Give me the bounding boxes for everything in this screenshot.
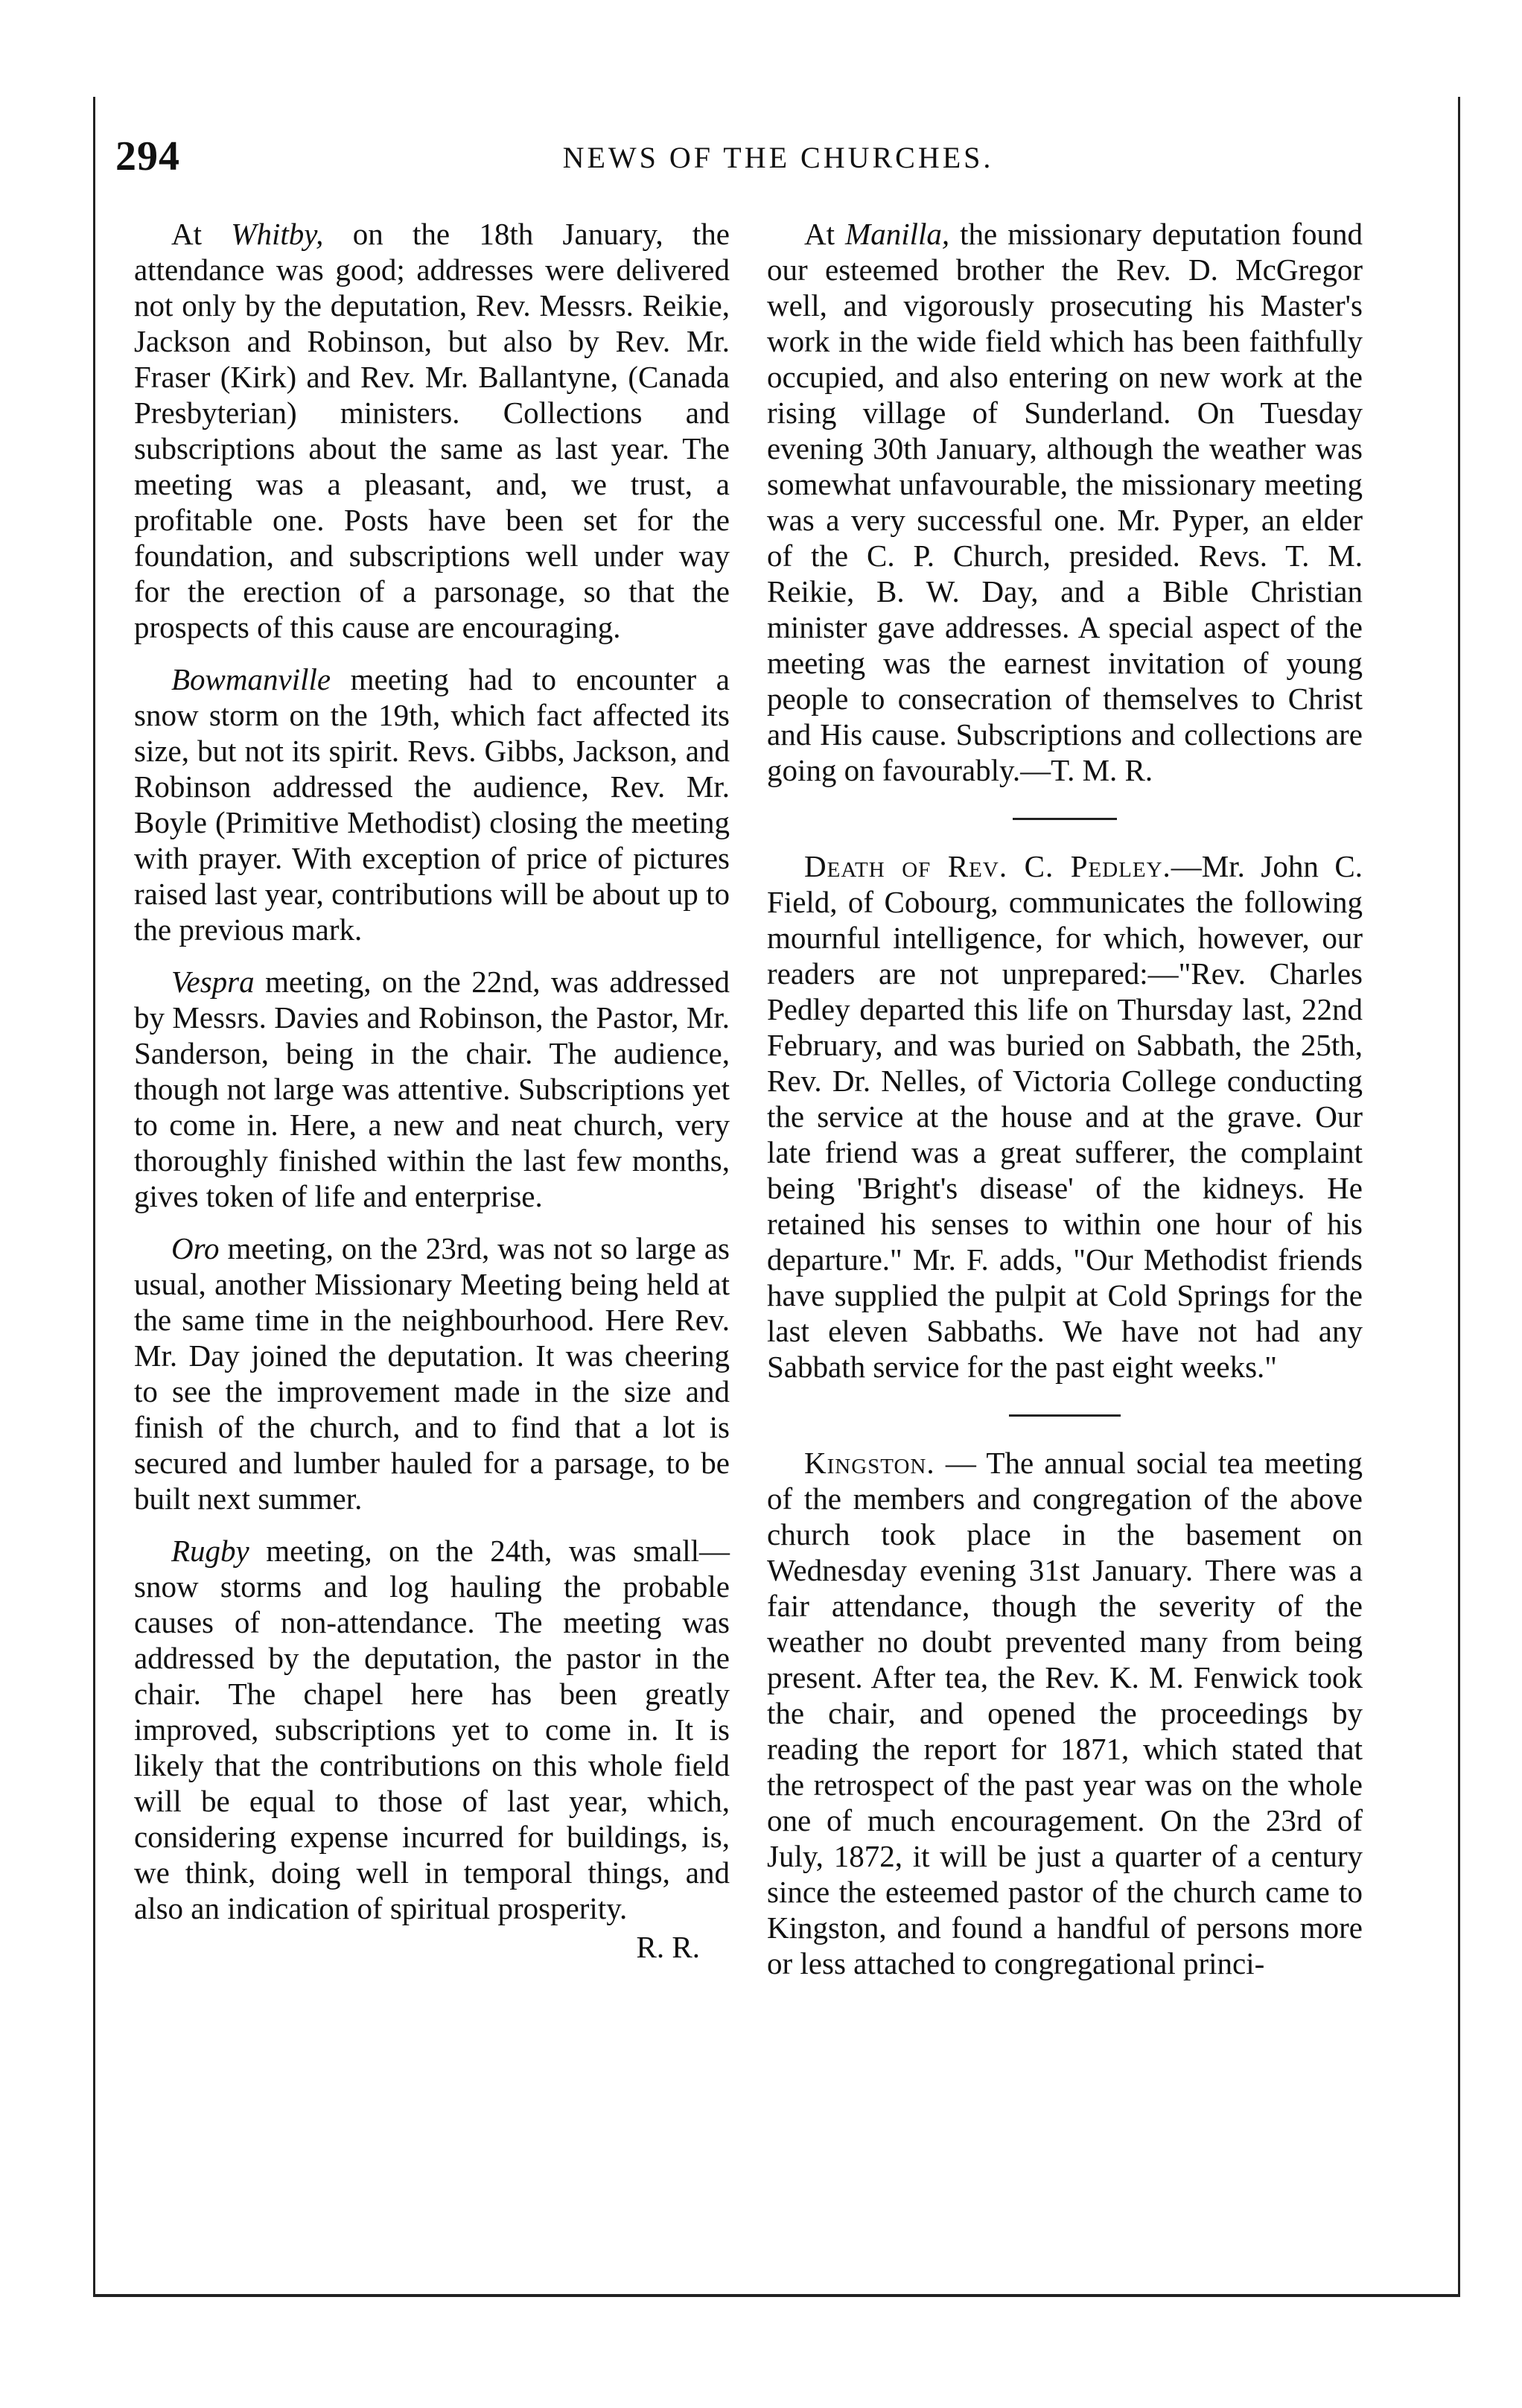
rugby-place: Rugby — [171, 1534, 249, 1568]
whitby-lead: At — [171, 217, 232, 251]
signature-tmr: —T. M. R. — [1020, 753, 1153, 787]
section-divider — [1013, 818, 1117, 820]
article-manilla — [767, 216, 1363, 788]
page-number: 294 — [115, 133, 180, 180]
manilla-lead: At — [804, 217, 846, 251]
article-whitby — [134, 216, 730, 645]
page-header — [112, 127, 1445, 194]
bowmanville-text: meeting had to encounter a snow storm on the 19th, which fact affected its size, but not its spirit. Revs. Gibbs, Jackson, and Robinson addressed the audience, Rev. Mr. Boyle (Primitive Methodist) closing the meeting with prayer. With exception of price of pictures raised last year, contributions will be about up to the previous mark. — [134, 662, 730, 947]
running-title: NEWS OF THE CHURCHES. — [562, 141, 994, 174]
pedley-heading: Death of Rev. C. Pedley. — [804, 849, 1171, 883]
article-rugby — [134, 1533, 730, 1926]
article-kingston — [767, 1445, 1363, 1981]
article-bowmanville — [134, 661, 730, 947]
whitby-place: Whitby, — [231, 217, 324, 251]
manilla-place: Manilla, — [845, 217, 950, 251]
right-column — [767, 216, 1363, 1998]
article-vespra — [134, 964, 730, 1214]
manilla-text: the missionary deputation found our esteemed brother the Rev. D. McGregor well, and vigorously prosecuting his Master's work in the wide field which has been faithfully occupied, and also entering on new work at the rising village of Sunderland. On Tuesday evening 30th January, although the weather was somewhat unfavourable, the missionary meeting was a very successful one. Mr. Pyper, an elder of the C. P. Church, presided. Revs. T. M. Reikie, B. W. Day, and a Bible Christian minister gave addresses. A special aspect of the meeting was the earnest invitation of young people to consecration of themselves to Christ and His cause. Subscriptions and collections are going on favourably. — [767, 217, 1363, 787]
pedley-text: —Mr. John C. Field, of Cobourg, communicates the following mournful intelligence, for which, however, our readers are not unprepared:—"Rev. Charles Pedley departed this life on Thursday last, 22nd February, and was buried on Sabbath, the 25th, Rev. Dr. Nelles, of Victoria College conducting the service at the house and at the grave. Our late friend was a great sufferer, the complaint being 'Bright's disease' of the kidneys. He retained his senses to within one hour of his departure." Mr. F. adds, "Our Methodist friends have supplied the pulpit at Cold Springs for the last eleven Sabbaths. We have not had any Sabbath service for the past eight weeks." — [767, 849, 1363, 1384]
vespra-place: Vespra — [171, 965, 255, 999]
kingston-text: — The annual social tea meeting of the members and congregation of the above church took place in the basement on Wednesday evening 31st January. There was a fair attendance, though the severity of the weather no doubt prevented many from being present. After tea, the Rev. K. M. Fenwick took the chair, and opened the proceedings by reading the report for 1871, which stated that the retrospect of the past year was on the whole one of much encouragement. On the 23rd of July, 1872, it will be just a quarter of a century since the esteemed pastor of the church came to Kingston, and found a handful of persons more or less attached to congregational princi- — [767, 1446, 1363, 1980]
vespra-text: meeting, on the 22nd, was addressed by Messrs. Davies and Robinson, the Pastor, Mr. Sanderson, being in the chair. The audience, though not large was attentive. Subscriptions yet to come in. Here, a new and neat church, very thoroughly finished within the last few months, gives token of life and enterprise. — [134, 965, 730, 1213]
oro-text: meeting, on the 23rd, was not so large as usual, another Missionary Meeting being held at the same time in the neighbourhood. Here Rev. Mr. Day joined the deputation. It was cheering to see the improvement made in the size and finish of the church, and to find that a lot is secured and lumber hauled for a parsage, to be built next summer. — [134, 1231, 730, 1516]
article-oro — [134, 1230, 730, 1516]
article-pedley — [767, 848, 1363, 1385]
rugby-text: meeting, on the 24th, was small—snow storms and log hauling the probable causes of non-attendance. The meeting was addressed by the deputation, the pastor in the chair. The chapel here has been greatly improved, subscriptions yet to come in. It is likely that the contributions on this whole field will be equal to those of last year, which, considering expense incurred for buildings, is, we think, doing well in temporal things, and also an indication of spiritual prosperity. — [134, 1534, 730, 1925]
left-column — [134, 216, 730, 1965]
whitby-text: on the 18th January, the attendance was good; addresses were delivered not only by the deputation, Rev. Messrs. Reikie, Jackson and Robinson, but also by Rev. Mr. Fraser (Kirk) and Rev. Mr. Ballantyne, (Canada Presbyterian) ministers. Collections and subscriptions about the same as last year. The meeting was a pleasant, and, we trust, a profitable one. Posts have been set for the foundation, and subscriptions well under way for the erection of a parsonage, so that the prospects of this cause are encouraging. — [134, 217, 730, 644]
oro-place: Oro — [171, 1231, 220, 1265]
section-divider — [1009, 1414, 1121, 1417]
kingston-heading: Kingston. — [804, 1446, 935, 1480]
bowmanville-place: Bowmanville — [171, 662, 331, 696]
signature-rr: R. R. — [636, 1930, 700, 1964]
